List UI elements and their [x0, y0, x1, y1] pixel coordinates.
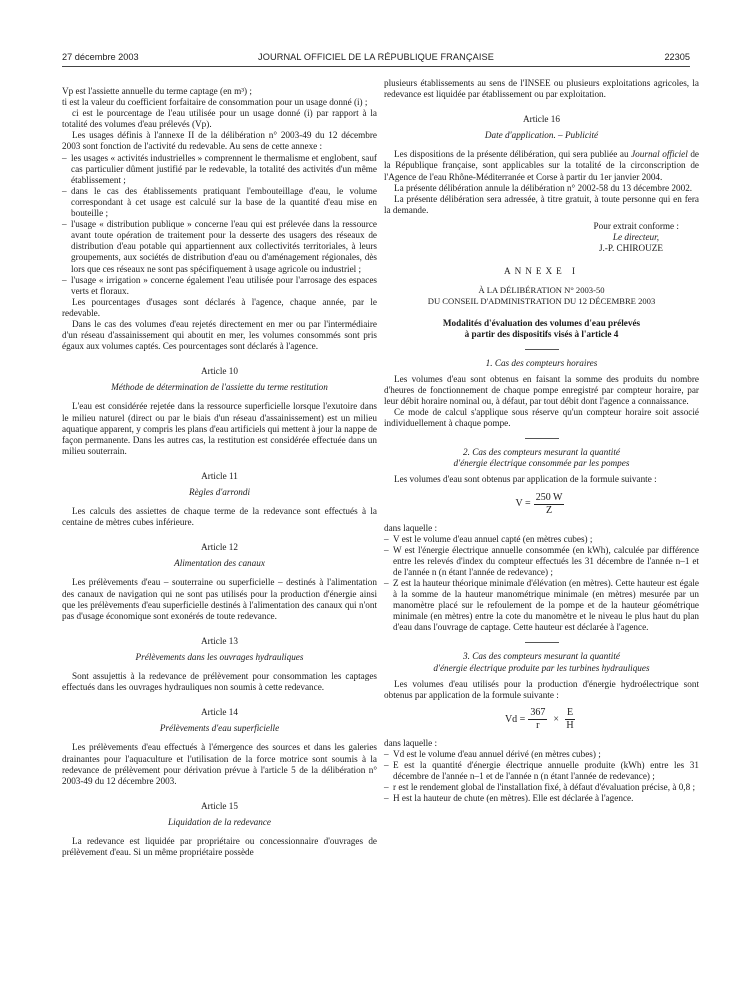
- paragraph: Les pourcentages d'usages sont déclarés à l'agence, chaque année, par le redevable.: [62, 296, 377, 318]
- paragraph: La présente délibération sera adressée, à titre gratuit, à toute personne qui en fera la demande.: [384, 193, 699, 215]
- list-item: – V est le volume d'eau annuel capté (en mètres cubes) ;: [384, 534, 699, 545]
- article-title: Règles d'arrondi: [188, 487, 251, 497]
- fraction-denominator: Z: [546, 504, 553, 516]
- formula-vd: [384, 707, 699, 732]
- article-title: Liquidation de la redevance: [168, 816, 271, 827]
- list-item: – H est la hauteur de chute (en mètres). Elle est déclarée à l'agence.: [384, 793, 699, 804]
- paragraph: Les volumes d'eau sont obtenus en faisant la somme des produits du nombre d'heures de fonctionnement de chaque pompe enregistré par compteur horaire, par leur débit horaire nominal ou, à défaut, par tout débit dont l'agence a connaissance.: [384, 373, 699, 406]
- article-heading: Article 16: [523, 114, 560, 125]
- times-operator: ×: [553, 713, 559, 725]
- paragraph: Les prélèvements d'eau effectués à l'émergence des sources et dans les galeries drainantes pour l'aquaculture et l'utilisation de la force motrice sont soumis à la redevance de prélèvement pour dérivation prévue à l'article 5 de la délibération n° 2003-49 du 12 décembre 2003.: [62, 742, 377, 786]
- fraction-numerator: 250 W: [535, 491, 563, 503]
- fraction: [565, 707, 575, 732]
- left-column: [62, 86, 377, 858]
- page-header: [62, 52, 690, 66]
- list-item: – r est le rendement global de l'installation fixé, à défaut d'évaluation précise, à 0,8 ;: [384, 782, 699, 793]
- fraction: [534, 492, 565, 517]
- section-title: d'énergie électrique produite par les turbines hydrauliques: [433, 662, 650, 673]
- text-run: de la République française, sont applicables sur la totalité de la circonscription de l'Agence de l'eau Rhône-Méditerranée et Corse à partir du 1er janvier 2004.: [384, 149, 699, 182]
- intro-usages: Les usages définis à l'annexe II de la délibération n° 2003-49 du 12 décembre 2003 sont fonction de l'activité du redevable. Au sens de cette annexe :: [62, 130, 377, 152]
- fraction-denominator: H: [566, 719, 574, 731]
- list-item: – dans le cas des établissements pratiquant l'embouteillage d'eau, le volume correspondant à cet usage est calculé sur la base de la quantité d'eau mise en bouteille ;: [62, 186, 377, 219]
- variables-list: [384, 749, 699, 804]
- paragraph: Les prélèvements d'eau – souterraine ou superficielle – destinés à l'alimentation des canaux de navigation qui ne sont pas utilisés pour la production d'énergie ainsi que les prélèvements d'eau superficielle destinés à l'alimentation des canaux qui n'ont pas d'usage économique sont exonérés de toute redevance.: [62, 577, 377, 621]
- intro-ci: ci est le pourcentage de l'eau utilisée pour un usage donné (i) par rapport à la totalité des volumes d'eau prélevés (Vp).: [62, 108, 377, 130]
- formula-v: [384, 492, 699, 517]
- article-heading: Article 15: [201, 800, 238, 811]
- paragraph: Ce mode de calcul s'applique sous réserve qu'un compteur horaire soit associé individuellement à chaque pompe.: [384, 407, 699, 429]
- article-heading: Article 13: [201, 635, 238, 646]
- fraction-denominator: r: [536, 719, 540, 731]
- article-title: Prélèvements d'eau superficielle: [159, 723, 280, 734]
- list-item: – l'usage « distribution publique » concerne l'eau qui est prélevée dans la ressource avant toute opération de traitement pour la desserte des usagers des réseaux de distribution d'eau potable qui appartiennent aux collectivités territoriales, à leurs groupements, aux sociétés de distribution d'eau ou d'aménagement régionales, dès lors que ces réseaux ne sont pas spécifiquement à usage agricole ou industriel ;: [62, 219, 377, 274]
- list-item: – Z est la hauteur théorique minimale d'élévation (en mètres). Cette hauteur est égale à la somme de la hauteur manométrique minimale (en mètres) mesurée par un manomètre placé sur le refoulement de la pompe et de la hauteur géométrique minimale (en mètres) entre la cote du manomètre et le niveau le plus haut du plan d'eau dans l'ouvrage de captage. Cette hauteur est déclarée à l'agence.: [384, 578, 699, 633]
- formula-lhs: V =: [515, 498, 531, 510]
- divider: [525, 642, 559, 643]
- intro-vp: Vp est l'assiette annuelle du terme captage (en m³) ;: [62, 86, 252, 96]
- article-heading: Article 12: [201, 542, 238, 553]
- dans-laquelle: dans laquelle :: [384, 522, 438, 533]
- section-title: 3. Cas des compteurs mesurant la quantité: [463, 651, 620, 662]
- intro-ti: ti est la valeur du coefficient forfaitaire de consommation pour un usage donné (i) ;: [62, 97, 368, 108]
- header-rule: [62, 66, 690, 67]
- formula-lhs: Vd =: [504, 713, 526, 725]
- header-page-number: 22305: [664, 52, 690, 62]
- continuation-paragraph: plusieurs établissements au sens de l'INSEE ou plusieurs exploitations agricoles, la redevance est liquidée par établissement ou par exploitation.: [384, 78, 699, 100]
- divider: [525, 349, 559, 350]
- divider: [525, 438, 559, 439]
- article-title: Date d'application. – Publicité: [484, 130, 599, 141]
- list-item: – les usages « activités industrielles » comprennent le thermalisme et englobent, sauf cas particulier dûment justifié par le redevable, la totalité des activités d'un même établissement ;: [62, 153, 377, 186]
- annexe-heading: à partir des dispositifs visés à l'article 4: [464, 328, 619, 339]
- journal-name: Journal officiel: [631, 149, 688, 160]
- paragraph: [384, 149, 699, 182]
- annexe-subtitle: DU CONSEIL D'ADMINISTRATION DU 12 DÉCEMBRE 2003: [427, 296, 656, 307]
- paragraph: Les volumes d'eau utilisés pour la production d'énergie hydroélectrique sont obtenus par application de la formule suivante :: [384, 678, 699, 700]
- section-title: 2. Cas des compteurs mesurant la quantité: [463, 447, 620, 458]
- list-item: – W est l'énergie électrique annuelle consommée (en kWh), calculée par différence entre les relevés d'index du compteur effectués les 31 décembre de l'année n–1 et de l'année n (n étant l'année de redevance) ;: [384, 545, 699, 578]
- paragraph: Sont assujettis à la redevance de prélèvement pour consommation les captages effectués dans les ouvrages hydrauliques non soumis à cette redevance.: [62, 671, 377, 693]
- annexe-subtitle: À LA DÉLIBÉRATION N° 2003-50: [478, 285, 605, 296]
- article-heading: Article 14: [201, 707, 238, 718]
- article-title: Méthode de détermination de l'assiette du terme restitution: [111, 382, 328, 393]
- article-title: Prélèvements dans les ouvrages hydrauliques: [135, 651, 304, 662]
- text-run: Les dispositions de la présente délibération, qui sera publiée au: [394, 149, 632, 160]
- list-item: – l'usage « irrigation » concerne également l'eau utilisée pour l'arrosage des espaces verts et floraux.: [62, 275, 377, 297]
- signature-block: [384, 221, 699, 254]
- paragraph: Les calculs des assiettes de chaque terme de la redevance sont effectués à la centaine de mètres cubes inférieure.: [62, 506, 377, 528]
- section-title: d'énergie électrique consommée par les pompes: [453, 458, 630, 469]
- section-title: 1. Cas des compteurs horaires: [485, 357, 598, 368]
- fraction-numerator: 367: [530, 706, 546, 718]
- signature-role: Le directeur,: [612, 232, 659, 243]
- list-item: – E est la quantité d'énergie électrique annuelle produite (kWh) entre les 31 décembre de l'année n–1 et de l'année n (n étant l'année de redevance) ;: [384, 760, 699, 782]
- paragraph: Dans le cas des volumes d'eau rejetés directement en mer ou par l'intermédiaire d'un réseau d'assainissement qui aboutit en mer, les volumes consommés sont pris égaux aux volumes captés. Ces pourcentages sont déclarés à l'agence.: [62, 318, 377, 352]
- right-column: [384, 78, 699, 804]
- signature-name: J.-P. CHIROUZE: [598, 243, 663, 254]
- article-heading: Article 11: [201, 470, 238, 481]
- fraction-numerator: E: [566, 706, 574, 718]
- header-journal-title: JOURNAL OFFICIEL DE LA RÉPUBLIQUE FRANÇAISE: [258, 52, 494, 62]
- article-title: Alimentation des canaux: [174, 558, 265, 569]
- paragraph: Les volumes d'eau sont obtenus par application de la formule suivante :: [394, 474, 657, 485]
- paragraph: La redevance est liquidée par propriétaire ou concessionnaire d'ouvrages de prélèvement d'eau. Si un même propriétaire possède: [62, 835, 377, 858]
- fraction: [528, 707, 547, 732]
- annexe-heading: Modalités d'évaluation des volumes d'eau prélevés: [442, 317, 641, 328]
- usages-list: [62, 153, 377, 297]
- annexe-title: ANNEXE I: [503, 266, 580, 277]
- article-heading: Article 10: [201, 366, 238, 377]
- variables-list: [384, 534, 699, 634]
- paragraph: L'eau est considérée rejetée dans la ressource superficielle lorsque l'exutoire dans le milieu naturel (direct ou par le biais d'un réseau d'assainissement) est un milieu aquatique apparent, y compris les plans d'eau artificiels qui mettent à jour la nappe de façon permanente. Dans les autres cas, la restitution est considérée effectuée dans un milieu souterrain.: [62, 401, 377, 456]
- list-item: – Vd est le volume d'eau annuel dérivé (en mètres cubes) ;: [384, 749, 699, 760]
- signature-line: Pour extrait conforme :: [593, 220, 679, 231]
- paragraph: La présente délibération annule la délibération n° 2002-58 du 13 décembre 2002.: [394, 182, 693, 193]
- header-date: 27 décembre 2003: [62, 52, 139, 62]
- dans-laquelle: dans laquelle :: [384, 737, 438, 748]
